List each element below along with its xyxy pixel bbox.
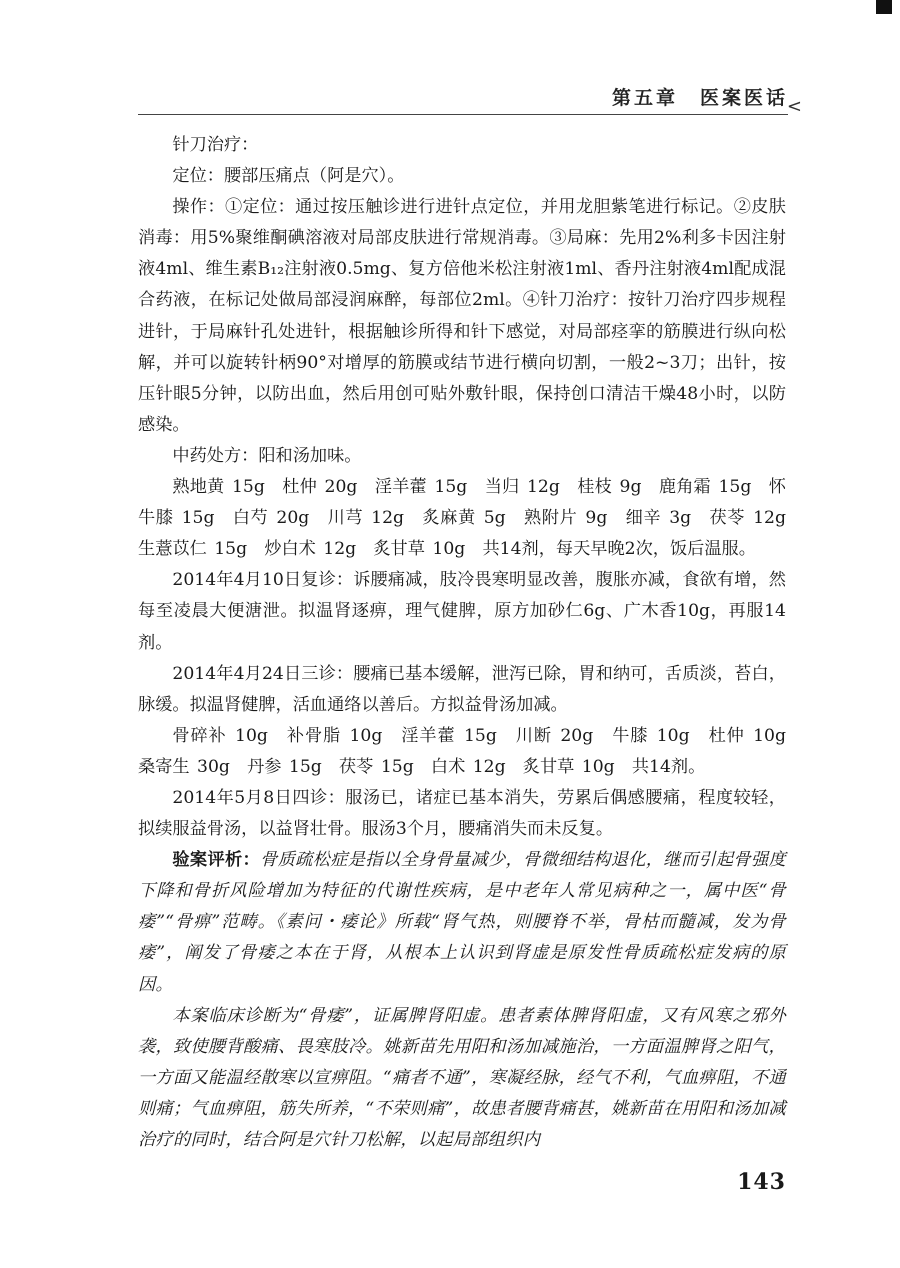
chapter-title: 第五章 医案医话 xyxy=(611,87,788,109)
paragraph-commentary-2: 本案临床诊断为“骨痿”，证属脾肾阳虚。患者素体脾肾阳虚，又有风寒之邪外袭，致使腰背酸痛、畏寒肢冷。姚新苗先用阳和汤加减施治，一方面温脾肾之阳气，一方面又能温经散寒以宣痹阻。“痛者不通”，寒凝经脉，经气不利，气血痹阻，不通则痛；气血痹阻，筋失所养，“不荣则痛”，故患者腰背痛甚，姚新苗在用阳和汤加减治疗的同时，结合阿是穴针刀松解，以起局部组织内 xyxy=(138,1005,786,1150)
paragraph-third-visit: 2014年4月24日三诊：腰痛已基本缓解，泄泻已除，胃和纳可，舌质淡，苔白，脉缓。拟温肾健脾，活血通络以善后。方拟益骨汤加减。 xyxy=(138,663,786,715)
paragraph-prescription-herbs: 熟地黄 15g 杜仲 20g 淫羊藿 15g 当归 12g 桂枝 9g 鹿角霜 15g 怀牛膝 15g 白芍 20g 川芎 12g 炙麻黄 5g 熟附片 9g 细辛 3g 茯苓 12g 生薏苡仁 15g 炒白术 12g 炙甘草 10g 共14剂，每天早晚2次，饭后温服。 xyxy=(138,477,804,560)
commentary-label: 验案评析： xyxy=(172,850,261,871)
paragraph-commentary xyxy=(138,845,786,1000)
page-corner-mark xyxy=(876,0,892,14)
paragraph-location: 定位：腰部压痛点（阿是穴）。 xyxy=(172,166,405,187)
paragraph-third-visit-herbs: 骨碎补 10g 补骨脂 10g 淫羊藿 15g 川断 20g 牛膝 10g 杜仲 10g 桑寄生 30g 丹参 15g 茯苓 15g 白术 12g 炙甘草 10g 共14剂。 xyxy=(138,725,804,777)
paragraph-acupotomy-heading: 针刀治疗： xyxy=(172,135,259,155)
paragraph-procedure: 操作：①定位：通过按压触诊进行进针点定位，并用龙胆紫笔进行标记。②皮肤消毒：用5%聚维酮碘溶液对局部皮肤进行常规消毒。③局麻：先用2%利多卡因注射液4ml、维生素B₁₂注射液0.5mg、复方倍他米松注射液1ml、香丹注射液4ml配成混合药液，在标记处做局部浸润麻醉，每部位2ml。④针刀治疗：按针刀治疗四步规程进针，于局麻针孔处进针，根据触诊所得和针下感觉，对局部痉挛的筋膜进行纵向松解，并可以旋转针柄90°对增厚的筋膜或结节进行横向切割，一般2~3刀；出针，按压针眼5分钟，以防出血，然后用创可贴外敷针眼，保持创口清洁干燥48小时，以防感染。 xyxy=(138,197,786,435)
page-number: 143 xyxy=(737,1169,786,1195)
paragraph-second-visit: 2014年4月10日复诊：诉腰痛减，肢冷畏寒明显改善，腹胀亦减，食欲有增，然每至凌晨大便溏泄。拟温肾逐痹，理气健脾，原方加砂仁6g、广木香10g，再服14剂。 xyxy=(138,570,786,653)
page-body xyxy=(138,130,804,1156)
header-arrow-icon: < xyxy=(786,96,802,117)
paragraph-prescription-heading: 中药处方：阳和汤加味。 xyxy=(172,445,362,466)
paragraph-fourth-visit: 2014年5月8日四诊：服汤已，诸症已基本消失，劳累后偶感腰痛，程度较轻，拟续服益骨汤，以益肾壮骨。服汤3个月，腰痛消失而未反复。 xyxy=(138,787,786,840)
running-header xyxy=(138,84,788,115)
commentary-text-1: 骨质疏松症是指以全身骨量减少，骨微细结构退化，继而引起骨强度下降和骨折风险增加为特征的代谢性疾病，是中老年人常见病种之一，属中医“骨痿”“骨痹”范畴。《素问・痿论》所载“肾气热，则腰脊不举，骨枯而髓减，发为骨痿”，阐发了骨痿之本在于肾，从根本上认识到肾虚是原发性骨质疏松症发病的原因。 xyxy=(138,850,786,995)
